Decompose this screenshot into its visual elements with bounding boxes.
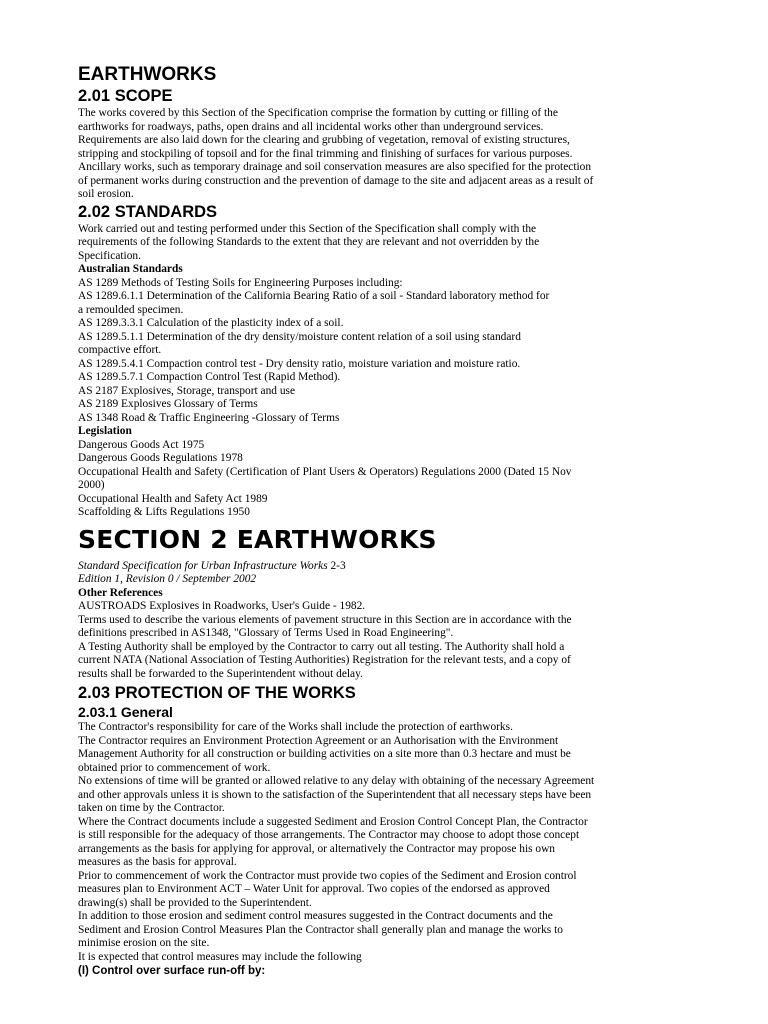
- scope-heading: 2.01 SCOPE: [78, 87, 173, 105]
- text-line: drawing(s) shall be provided to the Superintendent.: [78, 896, 312, 909]
- text-line: In addition to those erosion and sediment control measures suggested in the Contract documents and the: [78, 910, 553, 922]
- standards-intro: [78, 223, 668, 264]
- text-line: Specification.: [78, 249, 141, 262]
- text-line: AUSTROADS Explosives in Roadworks, User's Guide - 1982.: [78, 600, 366, 612]
- australian-standards-list: [78, 277, 668, 426]
- text-line: A Testing Authority shall be employed by the Contractor to carry out all testing. The Authority shall hold a: [78, 640, 565, 653]
- text-line: Requirements are also laid down for the clearing and grubbing of vegetation, removal of existing structures,: [78, 134, 570, 146]
- standard-item: AS 1289.5.7.1 Compaction Control Test (Rapid Method).: [78, 371, 341, 383]
- legislation-label: Legislation: [78, 425, 132, 437]
- legislation-item: Occupational Health and Safety (Certification of Plant Users & Operators) Regulations 2000 (Dated 15 Nov: [78, 465, 572, 478]
- other-references-label: Other References: [78, 586, 163, 599]
- text-line: The Contractor's responsibility for care of the Works shall include the protection of earthworks.: [78, 721, 513, 733]
- standard-item: AS 2189 Explosives Glossary of Terms: [78, 398, 258, 410]
- legislation-item: Scaffolding & Lifts Regulations 1950: [78, 506, 250, 518]
- standard-item: AS 1289.6.1.1 Determination of the California Bearing Ratio of a soil - Standard laboratory method for: [78, 290, 550, 302]
- standard-item: AS 1348 Road & Traffic Engineering -Glossary of Terms: [78, 411, 340, 424]
- text-line: measures as the basis for approval.: [78, 856, 237, 868]
- text-line: Prior to commencement of work the Contractor must provide two copies of the Sediment and Erosion control: [78, 869, 577, 882]
- text-line: It is expected that control measures may include the following: [78, 950, 362, 963]
- standard-item: AS 2187 Explosives, Storage, transport and use: [78, 384, 296, 397]
- document-body: [78, 64, 668, 978]
- doc-title: EARTHWORKS: [78, 64, 217, 85]
- standard-item: a remoulded specimen.: [78, 303, 184, 316]
- standard-item: AS 1289.5.1.1 Determination of the dry density/moisture content relation of a soil using standard: [78, 330, 521, 343]
- legislation-item: 2000): [78, 479, 105, 491]
- text-line: is still responsible for the adequacy of those arrangements. The Contractor may choose to adopt those concept: [78, 829, 580, 841]
- text-line: Work carried out and testing performed under this Section of the Specification shall comply with the: [78, 222, 537, 235]
- text-line: current NATA (National Association of Testing Authorities) Registration for the relevant tests, and a copy of: [78, 654, 571, 666]
- text-line: obtained prior to commencement of work.: [78, 761, 271, 774]
- text-line: taken on time by the Contractor.: [78, 802, 225, 814]
- protection-heading: 2.03 PROTECTION OF THE WORKS: [78, 684, 356, 702]
- text-line: and other approvals unless it is shown to the satisfaction of the Superintendent that all necessary steps have been: [78, 788, 592, 801]
- scope-paragraph: [78, 107, 668, 202]
- standards-heading: 2.02 STANDARDS: [78, 202, 218, 221]
- text-line: minimise erosion on the site.: [78, 937, 210, 949]
- control-item-heading: (I) Control over surface run-off by:: [78, 965, 266, 977]
- legislation-item: Dangerous Goods Regulations 1978: [78, 452, 243, 464]
- standard-item: AS 1289 Methods of Testing Soils for Engineering Purposes including:: [78, 276, 403, 289]
- text-line: stripping and stockpiling of topsoil and for the final trimming and finishing of surfaces for various purposes.: [78, 147, 573, 160]
- text-line: The Contractor requires an Environment Protection Agreement or an Authorisation with the Environment: [78, 734, 559, 747]
- spec-title: Standard Specification for Urban Infrastructure Works: [78, 559, 328, 572]
- standard-item: AS 1289.3.3.1 Calculation of the plasticity index of a soil.: [78, 317, 344, 329]
- text-line: Sediment and Erosion Control Measures Plan the Contractor shall generally plan and manage the works to: [78, 923, 563, 936]
- text-line: requirements of the following Standards to the extent that they are relevant and not overridden by the: [78, 236, 540, 248]
- text-line: No extensions of time will be granted or allowed relative to any delay with obtaining of the necessary Agreement: [78, 775, 595, 787]
- standard-item: AS 1289.5.4.1 Compaction control test - Dry density ratio, moisture variation and moisture ratio.: [78, 357, 521, 370]
- legislation-item: Occupational Health and Safety Act 1989: [78, 492, 268, 505]
- general-subheading: 2.03.1 General: [78, 704, 173, 720]
- text-line: The works covered by this Section of the Specification comprise the formation by cutting or filling of the: [78, 107, 558, 119]
- text-line: earthworks for roadways, paths, open drains and all incidental works other than underground services.: [78, 120, 544, 133]
- text-line: arrangements as the basis for applying for approval, or alternatively the Contractor may propose his own: [78, 842, 555, 855]
- other-references-body: [78, 600, 668, 681]
- text-line: Terms used to describe the various elements of pavement structure in this Section are in accordance with the: [78, 613, 572, 626]
- section-title: SECTION 2 EARTHWORKS: [78, 524, 437, 554]
- text-line: definitions prescribed in AS1348, "Glossary of Terms Used in Road Engineering".: [78, 627, 454, 639]
- text-line: Where the Contract documents include a suggested Sediment and Erosion Control Concept Plan, the Contractor: [78, 815, 588, 828]
- legislation-list: [78, 439, 668, 520]
- text-line: Ancillary works, such as temporary drainage and soil conservation measures are also specified for the protection: [78, 161, 592, 173]
- standard-item: compactive effort.: [78, 344, 162, 356]
- spec-edition: Edition 1, Revision 0 / September 2002: [78, 573, 257, 585]
- text-line: of permanent works during construction and the prevention of damage to the site and adjacent areas as a result of: [78, 174, 594, 187]
- text-line: results shall be forwarded to the Superintendent without delay.: [78, 667, 363, 680]
- text-line: measures plan to Environment ACT – Water Unit for approval. Two copies of the endorsed as approved: [78, 883, 550, 895]
- spec-reference: [78, 560, 668, 574]
- text-line: Management Authority for all construction or building activities on a site more than 0.3 hectare and must be: [78, 748, 571, 760]
- text-line: soil erosion.: [78, 188, 134, 200]
- australian-standards-label: Australian Standards: [78, 263, 183, 275]
- protection-body: [78, 721, 668, 964]
- spec-page: 2-3: [327, 559, 346, 572]
- legislation-item: Dangerous Goods Act 1975: [78, 438, 205, 451]
